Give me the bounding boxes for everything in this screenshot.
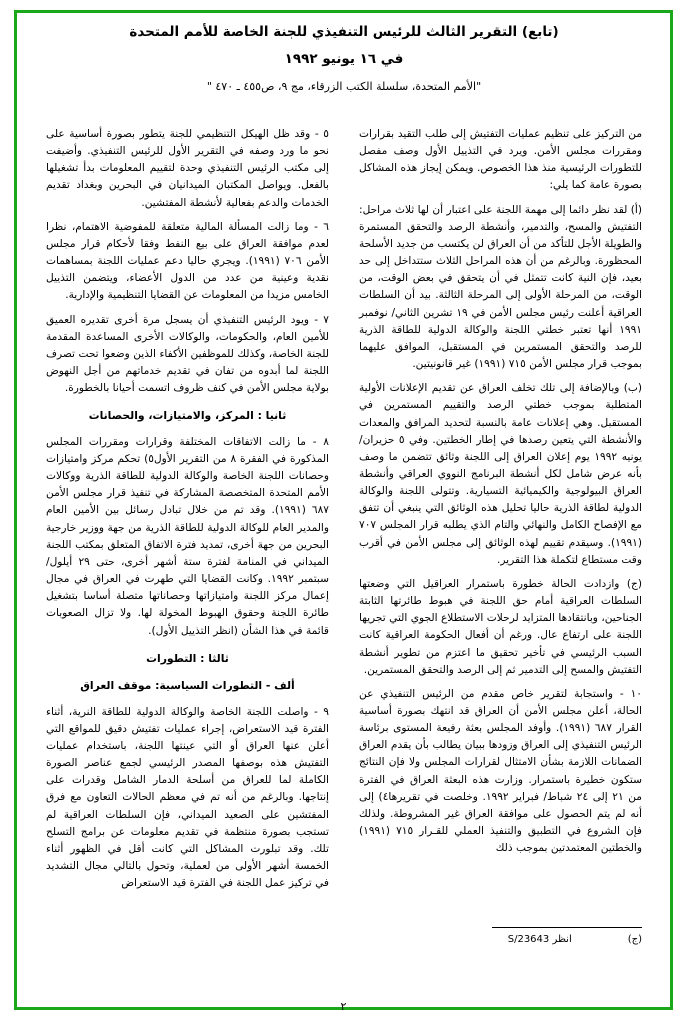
column-left <box>46 126 329 899</box>
page-content <box>46 22 642 997</box>
document-source-note: "الأمم المتحدة، سلسلة الكتب الزرقاء، مج ٩، ص٤٥٥ ـ ٤٧٠ " <box>206 80 482 93</box>
column-right <box>359 126 642 899</box>
page-header <box>46 24 642 93</box>
paragraph: من التركيز على تنظيم عمليات التفتيش إلى طلب التقيد بقرارات ومقررات مجلس الأمن. ويرد في التذييل الأول وصف مفصل للتطورات الرئيسية منذ هذا الخصوص. ويمكن إيجاز هذه المشاكل بصورة عامة كما يلي: <box>359 128 642 192</box>
paragraph: (ب) وبالإضافة إلى تلك تخلف العراق عن تقديم الإعلانات الأولية المتطلبة بموجب خطتي الرصد والتقييم المستمرين في المستقبل. وهي إعلانات عامة بالنسبة لتحديد المرافق والمعدات والأنشطة التي يتعين رصدها في إطار الخطتين. وفي ٥ حزيران/يونيه ١٩٩٢ يوم إعلان العراق إلى اللجنة وثائق تتضمن ما وصف بأنه عرض شامل لكل أنشطة البرنامج النووي العراقي وأنشطة العراق البيولوجية والكيميائية التسيارية. وتتولى اللجنة والوكالة الدولية لطاقة الذرية حاليا تحليل هذه الوثائق التي ينبغي أن تتفق مع الإفصاح الكامل والنهائي والتام الذي يطلبه قرار المجلس ٧٠٧ (١٩٩١). وسيقدم تقييم لهذه الوثائق إلى مجلس الأمن في أقرب وقت مستطاع لتكملة هذا التقرير. <box>359 382 642 566</box>
paragraph: ٨ - ما زالت الاتفاقات المختلفة وقرارات ومقررات المجلس المذكورة في الفقرة ٨ من التقرير الأول٥) تحكم مركز وامتيازات وحصانات اللجنة الخاصة والوكالة الدولية للطاقة الذرية ووكالات الأمم المتحدة المتخصصة المشاركة في تنفيذ قرار مجلس الأمن ٦٨٧ (١٩٩١). وقد تم من خلال تبادل رسائل بين الأمين العام والمدير العام للوكالة الدولية للطاقة الذرية من جهة ووزير خارجية البحرين من جهة أخرى، تمديد فترة الاتفاق المتعلق بمكتب اللجنة الميداني في المنامة لفترة ستة أشهر أخرى، حتى ٢٩ أيلول/ سبتمبر ١٩٩٢. وكانت القضايا التي طهرت في العراق في مجال إعمال مركز اللجنة وامتيازاتها وحصاناتها متصلة أساسا بتشغيل طائرة اللجنة وحقوق الهبوط المخولة لها. ولا تزال الصعوبات قائمة في هذا الشأن (انظر التذييل الأول). <box>46 435 329 637</box>
section-heading-two: ثانيا : المركز، والامتيازات، والحصانات <box>88 409 287 423</box>
section-heading-three: ثالثا : التطورات <box>146 651 229 665</box>
paragraph: (ج) وازدادت الحالة خطورة باستمرار العراقيل التي وضعتها السلطات العراقية أمام حق اللجنة في هبوط طائرتها الثابتة الجناحين، وبانتقادها المتزايد لرحلات الاستطلاع الجوي التي تجريها اللجنة على ارتفاع عال. ورغم أن أفعال الحكومة العراقية كانت السبب الرئيسي في تأخير تحقيق ما اعتزم من تطوير أنشطة التفتيش والمسح إلى التدمير ثم إلى الرصد والتحقق المستمرين. <box>359 577 642 676</box>
paragraph: ٦ - وما زالت المسألة المالية متعلقة للمفوضية الاهتمام، نظرا لعدم موافقة العراق على بيع النفط وفقا لأحكام قرار مجلس الأمن ٧٠٦ (١٩٩١). ويجري حاليا دعم عمليات اللجنة بمساهمات نقدية وعينية من عدد من الدول الأعضاء، ويتضمن التذييل الخامس مزيدا من المعلومات عن القضايا التنظيمية والإدارية. <box>46 220 329 302</box>
footnote-mark: (ج) <box>627 934 642 945</box>
two-column-body <box>46 126 642 899</box>
page-number: ٢ <box>340 1000 347 1013</box>
paragraph: ٧ - ويود الرئيس التنفيذي أن يسجل مرة أخرى تقديره العميق للأمين العام، والحكومات، والوكالات الأخرى المساعدة المقدمة للجنة الخاصة، وكذلك للموظفين الأكفاء الذين وضعوا تحت تصرف اللجنة لما أبدوه من تفان في تقديم خدماتهم من أجل النهوض بولاية مجلس الأمن في كنف ظروف اتسمت أحيانا بالخطورة. <box>46 313 329 395</box>
footnote-separator <box>492 927 642 928</box>
paragraph: ٥ - وقد ظل الهيكل التنظيمي للجنة يتطور بصورة أساسية على نحو ما ورد وصفه في التقرير الأول للرئيس التنفيذي. وأضيفت إلى مكتب الرئيس التنفيذي وحدة لتقييم المعلومات بدأ تشغيلها بالفعل. ويواصل المكتبان الميدانيان في البحرين وبغداد تقديم الخدمات والدعم بفعالية لأنشطة المفتشين. <box>46 128 329 209</box>
paragraph: (أ) لقد نظر دائما إلى مهمة اللجنة على اعتبار أن لها ثلاث مراحل: التفتيش والمسح، والتدمير، وأنشطة الرصد والتحقق المستمرة والطويلة الأجل للتأكد من أن العراق لن يكتسب من جديد الأسلحة المحظورة. وبالرغم من أن هذه المراحل الثلاث ستتداخل إلى حد بعيد، فإن النية كانت تتمثل في أن يتحقق في بعض الوقت، من الوقت، من المرحلة الأولى إلى المرحلة الثالثة. بيد أن السلطات العراقية أعلنت رئيس مجلس الأمن في ١٩ تشرين الثاني/ نوفمبر ١٩٩١ أنها تعتبر خطتي اللجنة والوكالة الدولية للطاقة الذرية للرصد والتحقق المستمرين في المستقبل، الموافق عليهما بموجب قرار مجلس الأمن ٧١٥ (١٩٩١) غير قانونيتين. <box>359 203 642 371</box>
paragraph: ٩ - واصلت اللجنة الخاصة والوكالة الدولية للطاقة النرية، أثناء الفترة قيد الاستعراض، إجراء عمليات تفتيش دقيق للمواقع التي أعلن عنها العراق أو التي عينتها اللجنة، باستخدام عمليات التفتيش هذه بوصفها المصدر الرئيسي لجمع عناصر الصورة الكاملة لما للعراق من أسلحة الدمار الشامل وقدرات على إنتاجها. وبالرغم من أنه تم في معظم الحالات التعاون مع فرق المفتشين على الصعيد الميداني، فإن السلطات العراقية لم تستجب بصورة منتظمة في تقديم معلومات عن برامج التسلح تلك. وقد تبلورت المشاكل التي كانت أقل في الظهور أثناء الخمسة أشهر الأولى من لعملية، وتحول بالتالي مجال التشديد في تركيز عمل اللجنة في الفترة قيد الاستعراض <box>46 705 329 890</box>
document-title-line-1: (تابع) التقرير الثالث للرئيس التنفيذي للجنة الخاصة للأمم المتحدة <box>129 24 559 40</box>
paragraph: ١٠ - واستجابة لتقرير خاص مقدم من الرئيس التنفيذي عن الحالة، أعلن مجلس الأمن أن العراق قد انتهك بصورة أساسية القرار ٦٨٧ (١٩٩١). وأوفد المجلس بعثة رفيعة المستوى برئاسة الرئيس التنفيذي إلى العراق وزودها ببيان يطالب بأن يقدم العراق الضمانات اللازمة بشأن الامتثال لقرارات المجلس ولا فإن النتائج ستكون خطيرة باستمرار. وزارت هذه البعثة العراق في الفترة من ٢١ إلى ٢٤ شباط/ فبراير ١٩٩٢. وخلصت في تقريرها٤) إلى أنه لم يتم الحصول على موافقة العراق غير المشروطة. ولذلك فإن الشروع في التطبيق والتنفيذ العملي للقـرار ٧١٥ (١٩٩١) والخطتين المعتمدتين بموجب ذلك <box>359 687 642 855</box>
footnote-text: انظر S/23643 <box>507 934 572 945</box>
document-title-line-2: في ١٦ يونيو ١٩٩٢ <box>284 51 404 67</box>
subsection-heading-alif: ألف - التطورات السياسية: موقف العراق <box>80 679 295 693</box>
footnote <box>359 934 642 945</box>
